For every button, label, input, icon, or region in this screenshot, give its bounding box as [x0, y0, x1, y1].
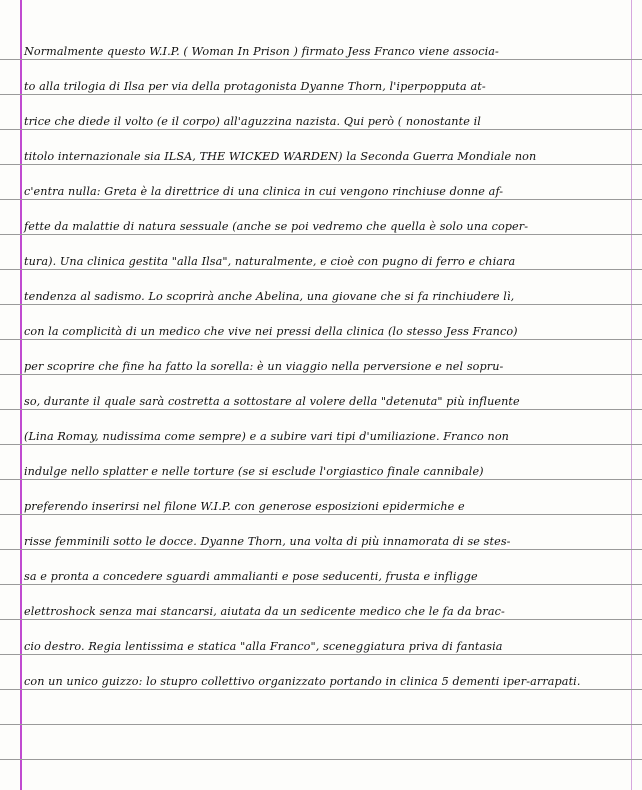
text-line: titolo internazionale sia ILSA, THE WICKED WARDEN) la Seconda Guerra Mondiale non	[24, 150, 537, 163]
text-line: preferendo inserirsi nel filone W.I.P. con generose esposizioni epidermiche e	[24, 500, 465, 513]
page-edge-line	[631, 0, 632, 790]
text-line: trice che diede il volto (e il corpo) all'aguzzina nazista. Qui però ( nonostante il	[24, 115, 481, 128]
text-line: Normalmente questo W.I.P. ( Woman In Prison ) firmato Jess Franco viene associa-	[24, 45, 499, 58]
margin-line	[20, 0, 22, 790]
text-line: sa e pronta a concedere sguardi ammalianti e pose seducenti, frusta e infligge	[24, 570, 478, 583]
text-line: con la complicità di un medico che vive nei pressi della clinica (lo stesso Jess Franco)	[24, 325, 518, 338]
ruled-line	[0, 724, 642, 725]
text-line: so, durante il quale sarà costretta a sottostare al volere della "detenuta" più influente	[24, 395, 520, 408]
text-line: indulge nello splatter e nelle torture (se si esclude l'orgiastico finale cannibale)	[24, 465, 484, 478]
text-line: tendenza al sadismo. Lo scoprirà anche Abelina, una giovane che si fa rinchiudere lì,	[24, 290, 515, 303]
text-line: elettroshock senza mai stancarsi, aiutata da un sedicente medico che le fa da brac-	[24, 605, 505, 618]
handwritten-text	[24, 34, 628, 699]
text-line: to alla trilogia di Ilsa per via della protagonista Dyanne Thorn, l'iperpopputa at-	[24, 80, 486, 93]
text-line: con un unico guizzo: lo stupro collettivo organizzato portando in clinica 5 dementi iper-arrapati.	[24, 675, 581, 688]
text-line: cio destro. Regia lentissima e statica "alla Franco", sceneggiatura priva di fantasia	[24, 640, 503, 653]
text-line: c'entra nulla: Greta è la direttrice di una clinica in cui vengono rinchiuse donne af-	[24, 185, 504, 198]
text-line: risse femminili sotto le docce. Dyanne Thorn, una volta di più innamorata di se stes-	[24, 535, 511, 548]
text-line: per scoprire che fine ha fatto la sorella: è un viaggio nella perversione e nel sopru-	[24, 360, 504, 373]
text-line: (Lina Romay, nudissima come sempre) e a subire vari tipi d'umiliazione. Franco non	[24, 430, 509, 443]
ruled-line	[0, 759, 642, 760]
text-line: fette da malattie di natura sessuale (anche se poi vedremo che quella è solo una coper-	[24, 220, 529, 233]
text-line: tura). Una clinica gestita "alla Ilsa", naturalmente, e cioè con pugno di ferro e chiara	[24, 255, 516, 268]
